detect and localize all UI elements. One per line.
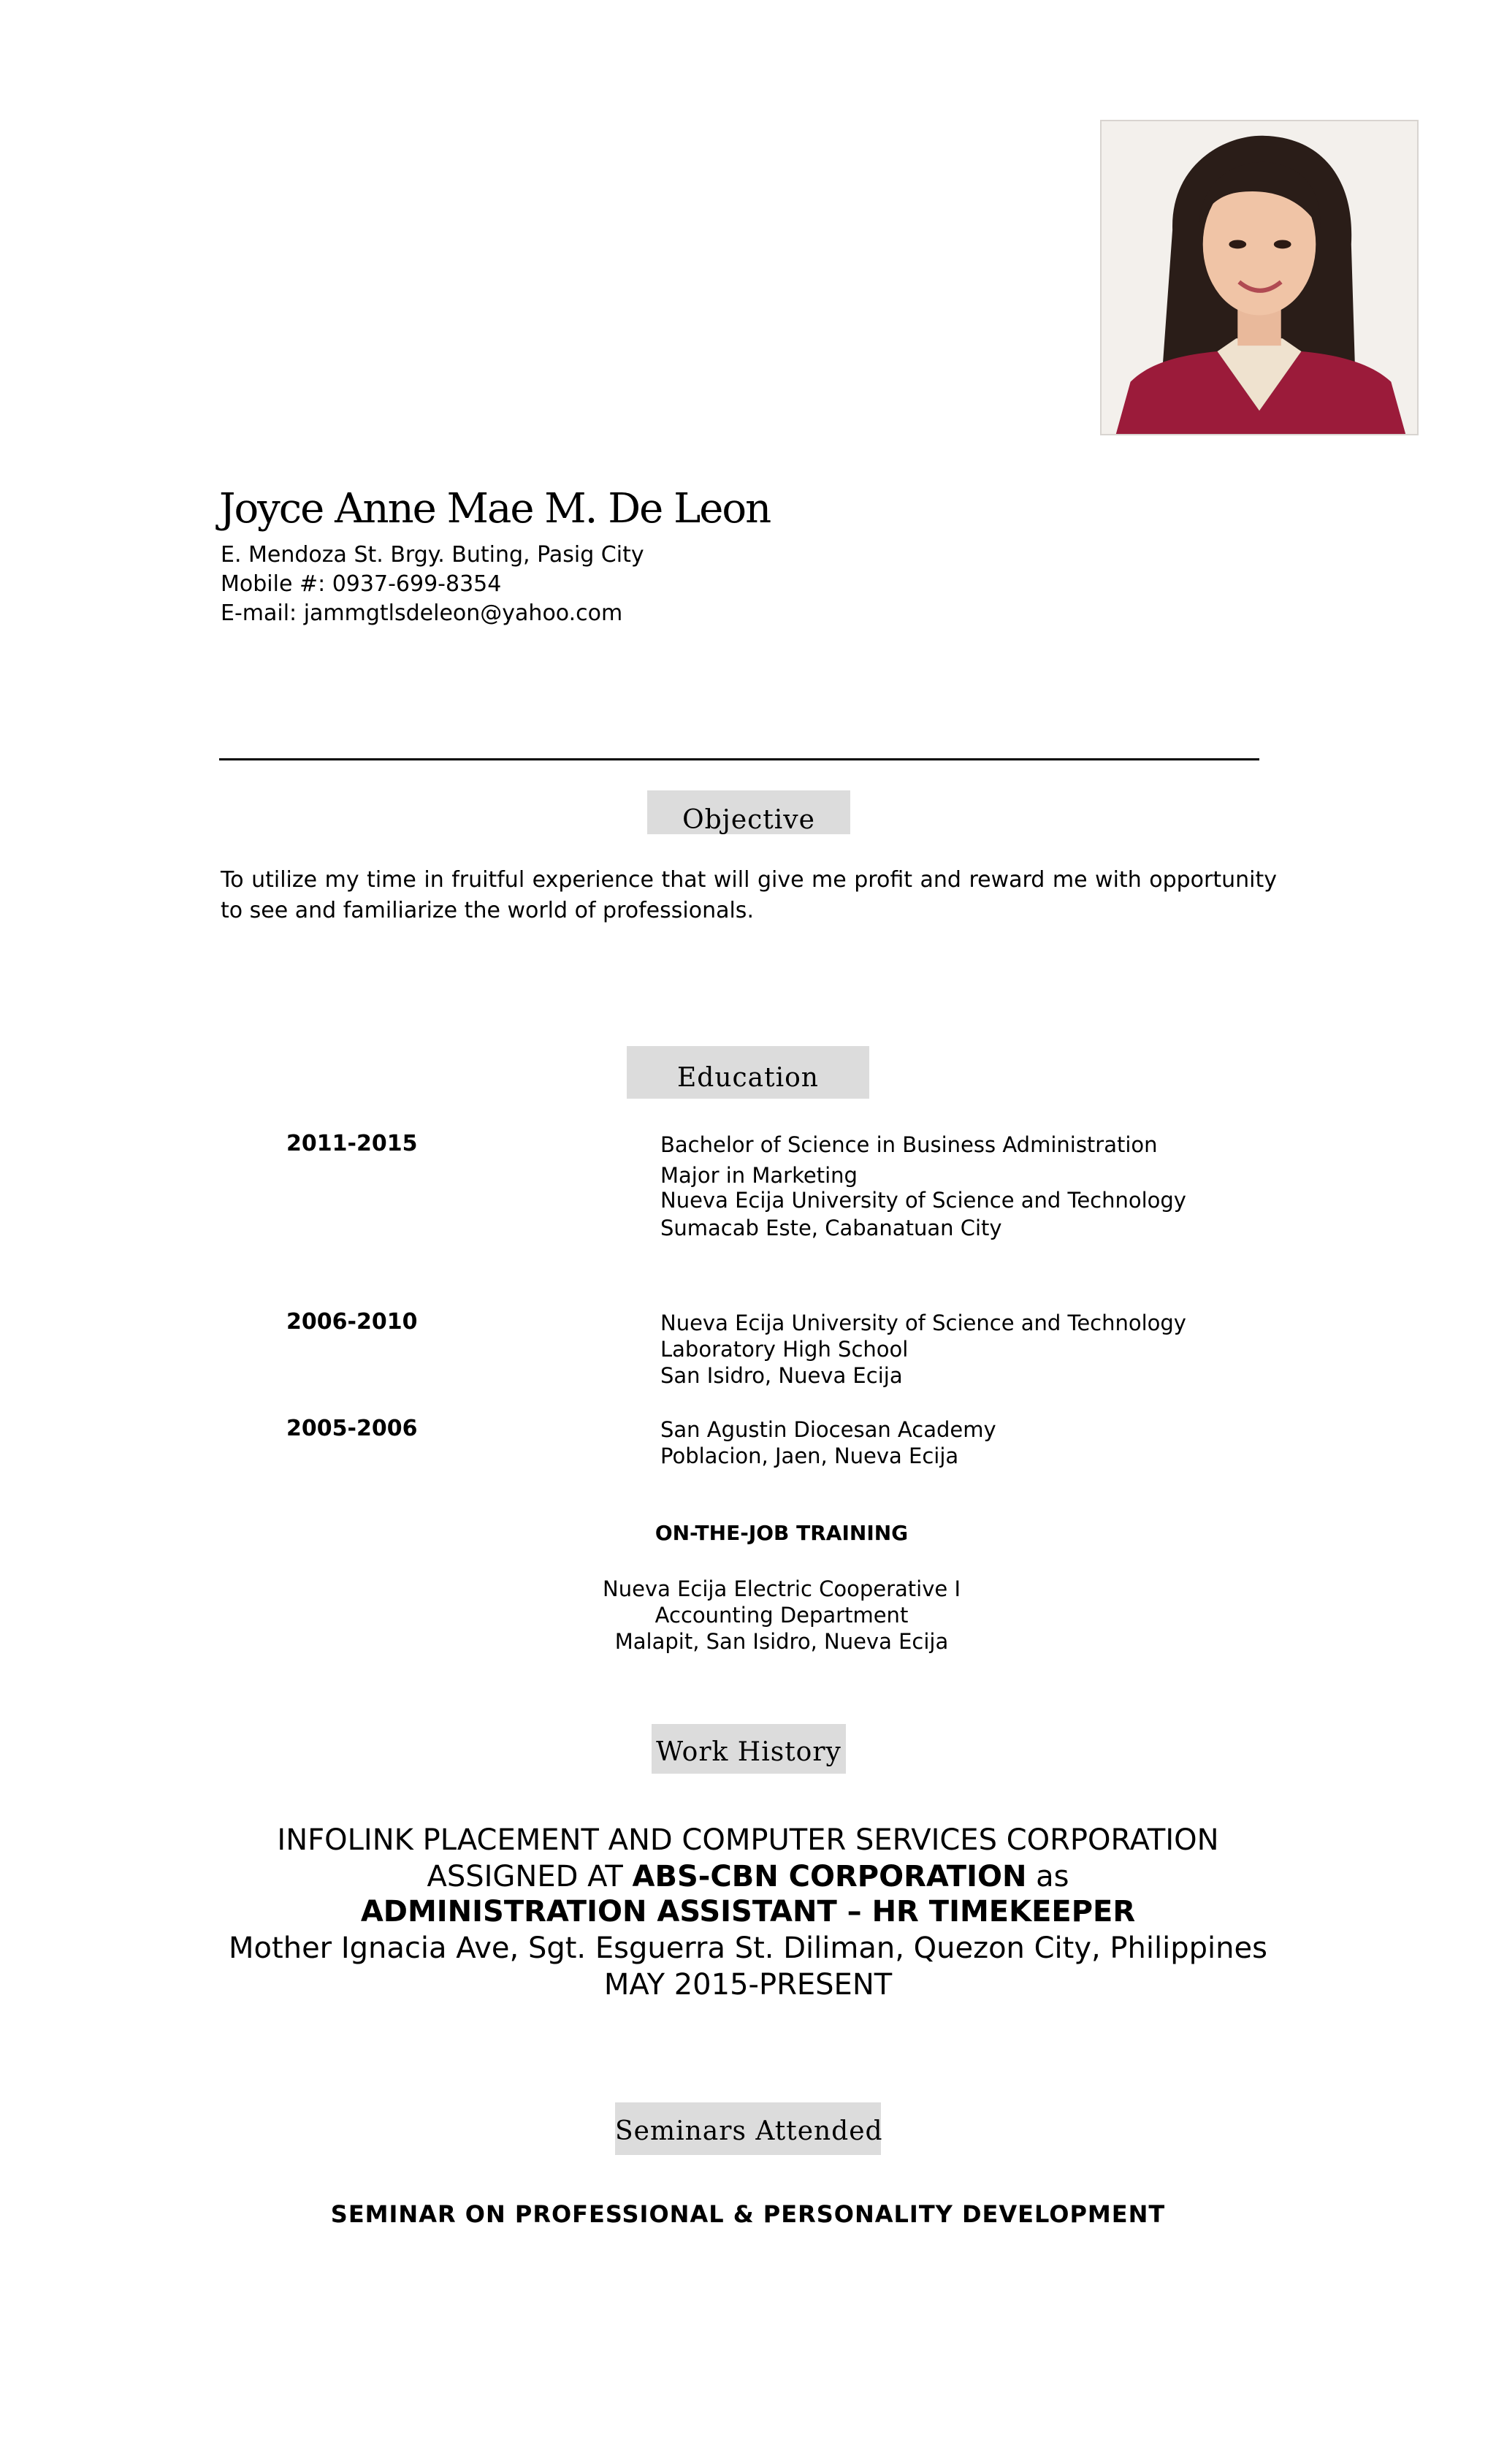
education-location: Sumacab Este, Cabanatuan City <box>660 1216 1002 1240</box>
education-year: 2006-2010 <box>286 1309 418 1335</box>
education-section-title: Education <box>627 1046 869 1099</box>
work-position: ADMINISTRATION ASSISTANT – HR TIMEKEEPER <box>360 1895 1136 1929</box>
address-text: E. Mendoza St. Brgy. Buting, Pasig City <box>221 542 644 568</box>
seminars-section-title: Seminars Attended <box>615 2102 881 2155</box>
education-location: San Isidro, Nueva Ecija <box>660 1363 903 1388</box>
mobile-text: Mobile #: 0937-699-8354 <box>221 571 502 597</box>
education-degree: Bachelor of Science in Business Administration <box>660 1132 1158 1157</box>
education-year: 2011-2015 <box>286 1131 418 1156</box>
work-period: MAY 2015-PRESENT <box>603 1968 893 2002</box>
email-text: E-mail: jammgtlsdeleon@yahoo.com <box>221 600 623 626</box>
education-year: 2005-2006 <box>286 1416 418 1441</box>
work-company: INFOLINK PLACEMENT AND COMPUTER SERVICES CORPORATION <box>277 1823 1219 1857</box>
ojt-location: Malapit, San Isidro, Nueva Ecija <box>614 1629 949 1654</box>
assignment-prefix: ASSIGNED AT <box>427 1860 633 1893</box>
education-school: Nueva Ecija University of Science and Technology <box>660 1311 1186 1335</box>
assignment-suffix: as <box>1026 1860 1069 1893</box>
education-major: Major in Marketing <box>660 1163 858 1188</box>
profile-photo <box>1100 120 1419 435</box>
education-school: San Agustin Diocesan Academy <box>660 1417 996 1442</box>
ojt-heading: ON-THE-JOB TRAINING <box>654 1521 909 1545</box>
work-assignment <box>0 1860 1496 1893</box>
ojt-company: Nueva Ecija Electric Cooperative I <box>603 1576 961 1601</box>
portrait-image <box>1102 121 1417 434</box>
ojt-department: Accounting Department <box>654 1603 909 1628</box>
work-address: Mother Ignacia Ave, Sgt. Esguerra St. Diliman, Quezon City, Philippines <box>229 1931 1267 1965</box>
work-history-section-title: Work History <box>652 1724 846 1774</box>
candidate-name: Joyce Anne Mae M. De Leon <box>219 485 771 533</box>
education-program: Laboratory High School <box>660 1337 909 1362</box>
header-divider <box>219 758 1259 760</box>
assignment-company: ABS-CBN CORPORATION <box>632 1860 1027 1893</box>
objective-section-title: Objective <box>647 790 850 834</box>
objective-text: To utilize my time in fruitful experience that will give me profit and reward me with opportunity to see and familiarize the world of professionals. <box>221 867 1277 923</box>
education-school: Nueva Ecija University of Science and Technology <box>660 1188 1186 1213</box>
education-location: Poblacion, Jaen, Nueva Ecija <box>660 1443 959 1468</box>
seminar-item: SEMINAR ON PROFESSIONAL & PERSONALITY DEVELOPMENT <box>330 2200 1166 2228</box>
